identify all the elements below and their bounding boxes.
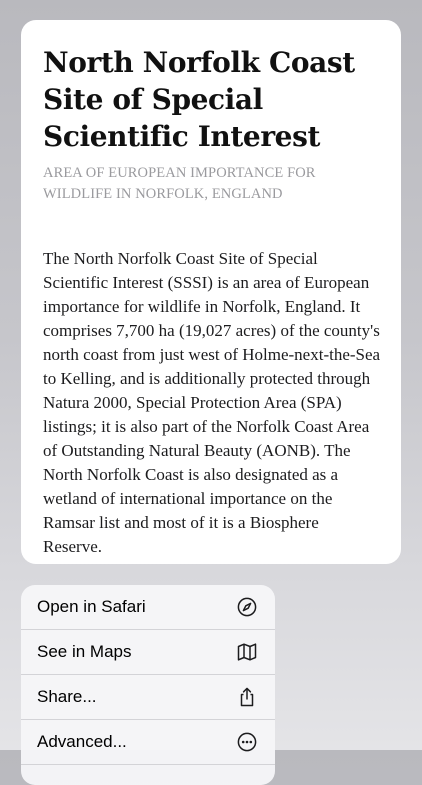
- article-title: North Norfolk Coast Site of Special Scientific Interest: [43, 46, 355, 153]
- menu-item-label: Share...: [37, 687, 97, 706]
- menu-item-label: Open in Safari: [37, 597, 146, 616]
- menu-item-label: Advanced...: [37, 732, 127, 751]
- context-menu: [21, 585, 275, 785]
- article-preview-card[interactable]: [21, 20, 401, 564]
- share-icon: [236, 686, 258, 708]
- article-body: The North Norfolk Coast Site of Special Scientific Interest (SSSI) is an area of European importance for wildlife in Norfolk, England. It comprises 7,700 ha (19,027 acres) of the county's north coast from just west of Holme-next-the-Sea to Kelling, and is additionally protected through Natura 2000, Special Protection Area (SPA) listings; it is also part of the Norfolk Coast Area of Outstanding Natural Beauty (AONB). The North Norfolk Coast is also designated as a wetland of international importance on the Ramsar list and most of it is a Biosphere Reserve.: [43, 249, 381, 556]
- menu-item-label: See in Maps: [37, 642, 132, 661]
- open-in-safari-button[interactable]: [21, 585, 275, 630]
- map-icon: [236, 641, 258, 663]
- article-subtitle: AREA OF EUROPEAN IMPORTANCE FOR WILDLIFE IN NORFOLK, ENGLAND: [43, 165, 316, 202]
- compass-icon: [236, 596, 258, 618]
- see-in-maps-button[interactable]: [21, 630, 275, 675]
- advanced-button[interactable]: [21, 720, 275, 765]
- share-button[interactable]: [21, 675, 275, 720]
